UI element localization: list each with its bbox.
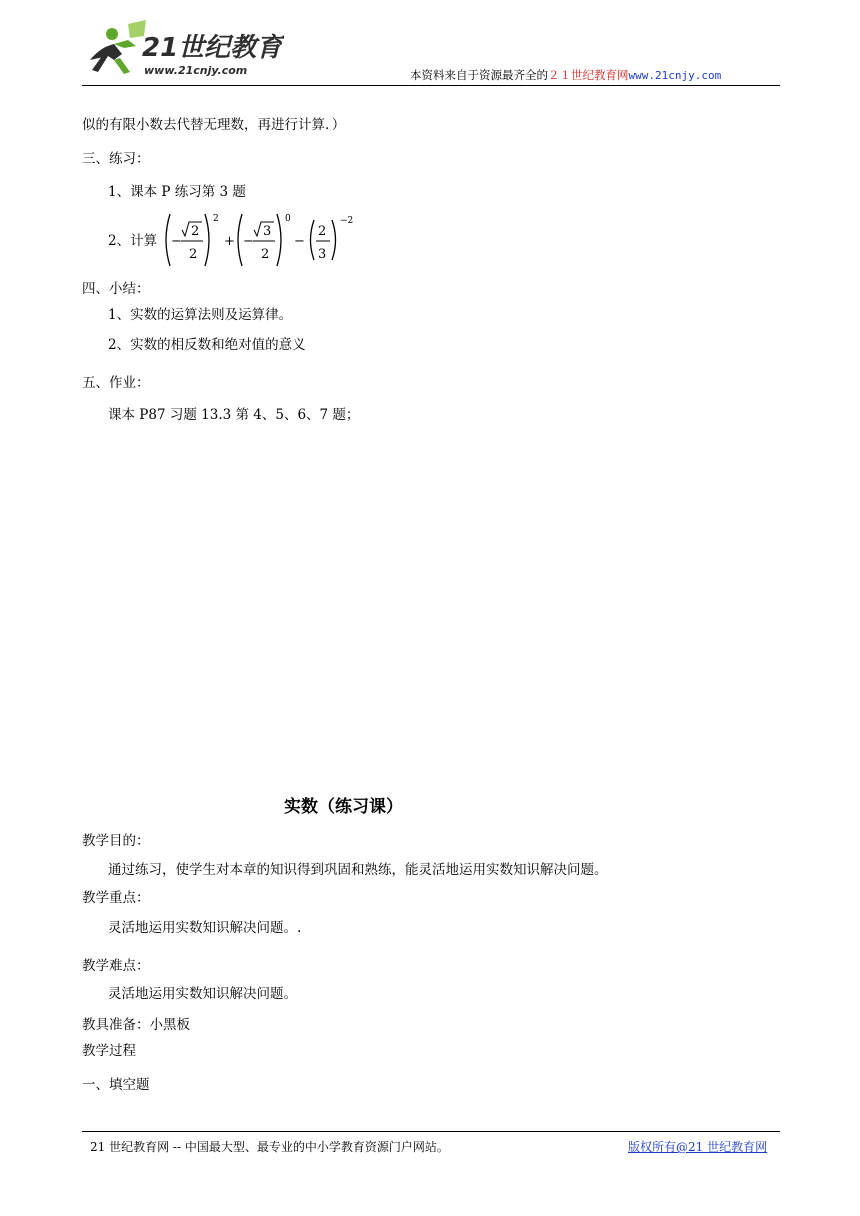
exercise-2-formula — [162, 210, 362, 270]
header-divider — [82, 85, 780, 86]
continuation-line: 似的有限小数去代替无理数，再进行计算．） — [82, 117, 346, 133]
exercise-1: 1、课本 P 练习第 3 题 — [108, 184, 246, 200]
term-1-exponent: 2 — [213, 214, 219, 224]
key-point-label: 教学重点： — [82, 890, 150, 906]
footer-copyright-link[interactable]: 版权所有@21 世纪教育网 — [628, 1140, 768, 1154]
footer-divider — [82, 1131, 780, 1132]
term-2-denominator: 2 — [261, 247, 270, 262]
term-3-exponent: −2 — [340, 216, 354, 226]
header-source-prefix: 本资料来自于资源最齐全的 — [410, 68, 548, 82]
logo-text: 21世纪教育 — [142, 33, 283, 63]
term-3-numerator: 2 — [318, 224, 327, 239]
svg-text:−: − — [243, 234, 254, 249]
header-source — [410, 67, 721, 83]
summary-2: 2、实数的相反数和绝对值的意义 — [108, 337, 306, 353]
fill-in-section-title: 一、填空题 — [82, 1077, 150, 1093]
logo-url: www.21cnjy.com — [144, 64, 248, 77]
process-heading: 教学过程 — [82, 1043, 136, 1059]
term-1-numerator: 2 — [191, 224, 200, 239]
header-source-site[interactable]: ２１世纪教育网 — [548, 68, 629, 82]
difficulty-label: 教学难点： — [82, 958, 150, 974]
running-figure-icon — [90, 20, 146, 74]
svg-text:−: − — [294, 234, 305, 249]
term-1-denominator: 2 — [189, 247, 198, 262]
site-logo — [84, 20, 284, 84]
section-3-title: 三、练习： — [82, 151, 150, 167]
section-4-title: 四、小结： — [82, 281, 150, 297]
lesson-title: 实数（练习课） — [284, 797, 403, 817]
exercise-2-label: 2、计算 — [108, 233, 158, 249]
section-5-title: 五、作业： — [82, 375, 150, 391]
svg-text:−: − — [171, 234, 182, 249]
goal-label: 教学目的： — [82, 833, 150, 849]
homework: 课本 P87 习题 13.3 第 4、5、6、7 题； — [108, 407, 360, 423]
key-point-text: 灵活地运用实数知识解决问题。. — [108, 920, 302, 936]
goal-text: 通过练习，使学生对本章的知识得到巩固和熟练，能灵活地运用实数知识解决问题。 — [108, 862, 608, 878]
footer-description: 21 世纪教育网 -- 中国最大型、最专业的中小学教育资源门户网站。 — [90, 1140, 449, 1154]
header-source-url[interactable]: www.21cnjy.com — [628, 69, 722, 82]
summary-1: 1、实数的运算法则及运算律。 — [108, 307, 293, 323]
difficulty-text: 灵活地运用实数知识解决问题。 — [108, 986, 297, 1002]
term-3-denominator: 3 — [318, 247, 327, 262]
svg-text:+: + — [224, 234, 235, 249]
term-2-numerator: 3 — [263, 224, 272, 239]
term-2-exponent: 0 — [285, 214, 291, 224]
tools-line: 教具准备：小黑板 — [82, 1017, 190, 1033]
